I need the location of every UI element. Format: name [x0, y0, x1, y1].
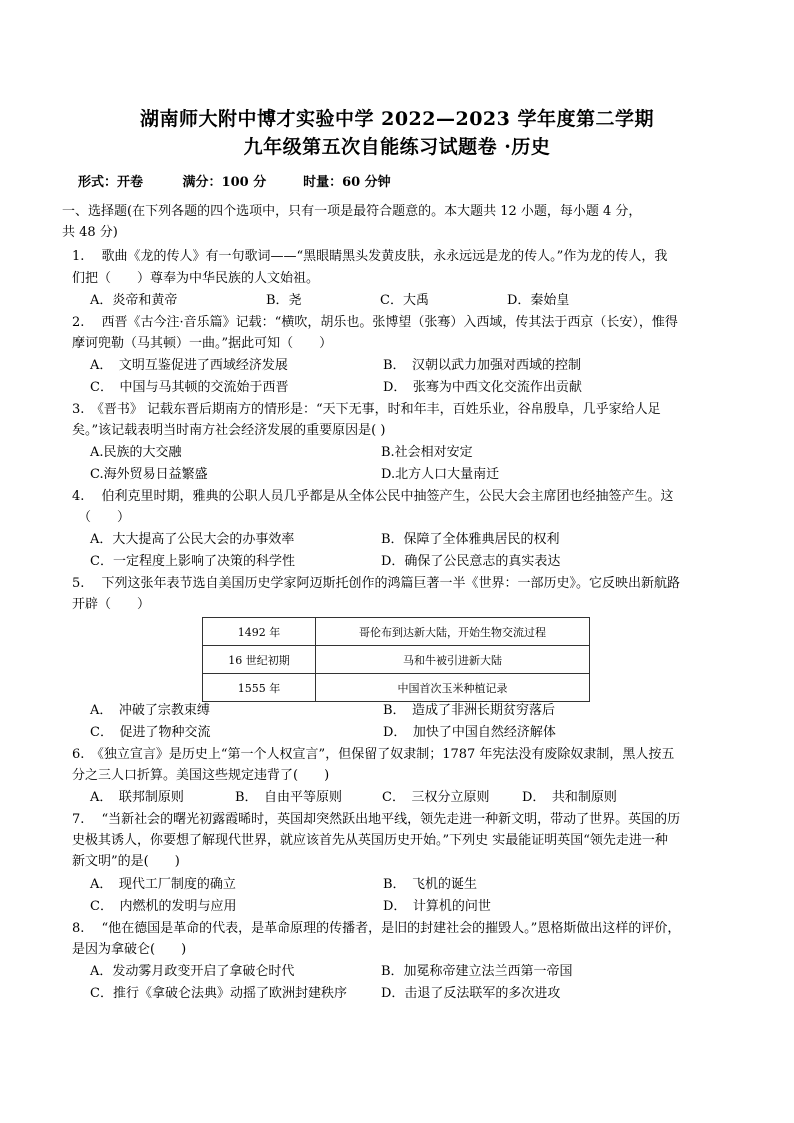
timeline-table: [202, 617, 590, 702]
question-1-option-b: B．尧: [266, 293, 302, 308]
question-7-text-cont: 史极其诱人，你要想了解现代世界，就应该首先从英国历史开始。”下列史 实最能证明英国“领先走进一种: [72, 833, 668, 848]
question-2-option-d: D． 张骞为中西文化交流作出贡献: [383, 380, 582, 395]
question-5-option-c: C． 促进了物种交流: [90, 725, 211, 740]
timeline-event: 中国首次玉米种植记录: [316, 674, 590, 702]
question-6-text: 6. 《独立宣言》是历史上“第一个人权宣言”，但保留了奴隶制；1787 年宪法没有废除奴隶制，黑人按五: [72, 747, 675, 762]
question-6-option-a: A． 联邦制原则: [90, 790, 184, 805]
question-3-option-c: C.海外贸易日益繁盛: [90, 467, 208, 482]
question-1-text-cont: 们把（ ）尊奉为中华民族的人文始祖。: [72, 271, 320, 286]
question-7-text: 7. “当新社会的曙光初露霞晞时，英国却突然跃出地平线，领先走进一种新文明，带动了世界。英国的历: [72, 812, 681, 827]
question-1-option-c: C．大禹: [380, 293, 429, 308]
question-4-text-cont: （ ）: [78, 510, 131, 525]
exam-title: 湖南师大附中博才实验中学 2022—2023 学年度第二学期: [140, 108, 654, 130]
section-heading: 一、选择题(在下列各题的四个选项中，只有一项是最符合题意的。本大题共 12 小题，每小题 4 分，: [62, 204, 642, 219]
question-5-text-cont: 开辟（ ）: [72, 597, 151, 612]
exam-full-score: 满分：100 分: [182, 175, 267, 190]
question-7-option-d: D． 计算机的问世: [383, 899, 491, 914]
exam-format: 形式：开卷: [78, 175, 144, 190]
timeline-date: 1555 年: [203, 674, 316, 702]
question-3-text-cont: 矣。”该记载表明当时南方社会经济发展的重要原因是( ): [72, 423, 386, 438]
question-8-option-a: A．发动雾月政变开启了拿破仑时代: [90, 964, 295, 979]
question-8-option-c: C．推行《拿破仑法典》动摇了欧洲封建秩序: [90, 986, 347, 1001]
question-2-option-a: A． 文明互鉴促进了西域经济发展: [90, 358, 288, 373]
timeline-date: 16 世纪初期: [203, 646, 316, 674]
question-2-text: 2. 西晋《古今注·音乐篇》记载：“横吹，胡乐也。张博望（张骞）入西域，传其法于西京（长安），惟得: [72, 315, 678, 330]
timeline-date: 1492 年: [203, 618, 316, 646]
exam-subtitle: 九年级第五次自能练习试题卷 ·历史: [243, 136, 551, 158]
question-8-text: 8. “他在德国是革命的代表，是革命原理的传播者，是旧的封建社会的摧毁人。”恩格斯做出这样的评价，: [72, 921, 681, 936]
question-6-option-d: D． 共和制原则: [522, 790, 617, 805]
question-2-option-c: C． 中国与马其顿的交流始于西晋: [90, 380, 289, 395]
question-5-option-a: A． 冲破了宗教束缚: [90, 703, 210, 718]
question-7-option-a: A． 现代工厂制度的确立: [90, 877, 236, 892]
question-3-option-a: A.民族的大交融: [90, 445, 182, 460]
question-5-option-d: D． 加快了中国自然经济解体: [383, 725, 556, 740]
question-3-text: 3. 《晋书》 记载东晋后期南方的情形是：“天下无事，时和年丰，百姓乐业，谷帛殷阜，几乎家给人足: [72, 402, 661, 417]
question-6-option-c: C． 三权分立原则: [382, 790, 490, 805]
question-2-option-b: B． 汉朝以武力加强对西域的控制: [383, 358, 582, 373]
question-6-option-b: B． 自由平等原则: [235, 790, 343, 805]
question-7-text-cont-2: 新文明”的是( ): [72, 854, 180, 869]
question-4-text: 4. 伯利克里时期，雅典的公职人员几乎都是从全体公民中抽签产生，公民大会主席团也经抽签产生。这: [72, 489, 674, 504]
question-7-option-c: C． 内燃机的发明与应用: [90, 899, 237, 914]
question-5-text: 5. 下列这张年表节选自美国历史学家阿迈斯托创作的鸿篇巨著一半《世界：一部历史》。它反映出新航路: [72, 576, 681, 591]
table-row: [203, 646, 590, 674]
table-row: [203, 618, 590, 646]
timeline-event: 马和牛被引进新大陆: [316, 646, 590, 674]
exam-time: 时量：60 分钟: [303, 175, 391, 190]
question-4-option-b: B．保障了全体雅典居民的权利: [381, 532, 560, 547]
question-7-option-b: B． 飞机的诞生: [383, 877, 478, 892]
exam-meta: [78, 171, 391, 190]
question-4-option-c: C．一定程度上影响了决策的科学性: [90, 554, 295, 569]
question-1-option-d: D．秦始皇: [507, 293, 570, 308]
question-3-option-b: B.社会相对安定: [381, 445, 473, 460]
table-row: [203, 674, 590, 702]
question-1-option-a: A．炎帝和黄帝: [90, 293, 178, 308]
section-heading-cont: 共 48 分): [62, 225, 118, 240]
question-5-option-b: B． 造成了非洲长期贫穷落后: [383, 703, 556, 718]
question-1-text: 1. 歌曲《龙的传人》有一句歌词——“黑眼睛黑头发黄皮肤，永永远远是龙的传人。”作为龙的传人，我: [72, 249, 668, 264]
question-3-option-d: D.北方人口大量南迁: [381, 467, 500, 482]
question-8-option-b: B．加冕称帝建立法兰西第一帝国: [381, 964, 573, 979]
question-4-option-d: D．确保了公民意志的真实表达: [381, 554, 561, 569]
question-8-option-d: D．击退了反法联军的多次进攻: [381, 986, 561, 1001]
question-6-text-cont: 分之三人口折算。美国这些规定违背了( ): [72, 768, 330, 783]
question-8-text-cont: 是因为拿破仑( ): [72, 942, 187, 957]
question-2-text-cont: 摩诃兜勒（马其顿）一曲。”据此可知（ ）: [72, 336, 333, 351]
timeline-event: 哥伦布到达新大陆，开始生物交流过程: [316, 618, 590, 646]
question-4-option-a: A．大大提高了公民大会的办事效率: [90, 532, 295, 547]
